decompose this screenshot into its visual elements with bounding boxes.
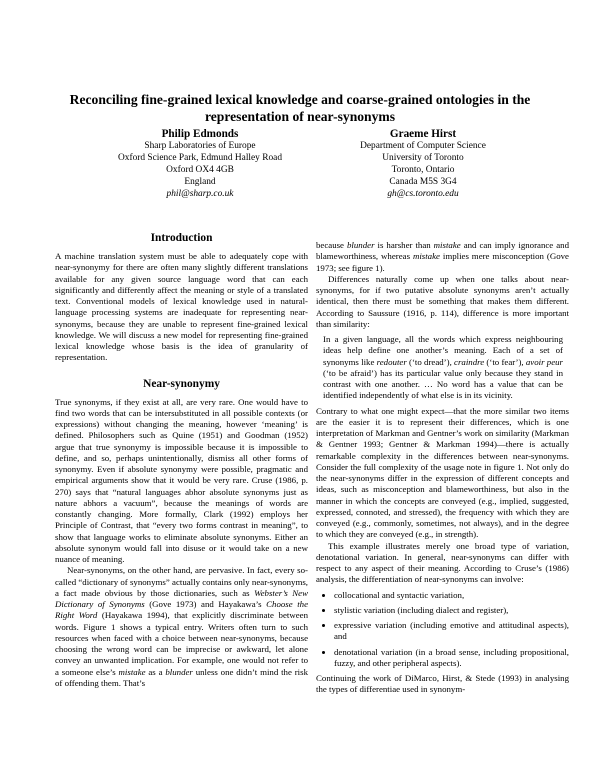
list-item: • expressive variation (including emotive and attitudinal aspects), and bbox=[334, 620, 569, 643]
paper-title bbox=[40, 91, 560, 125]
author-city: Oxford OX4 4GB bbox=[166, 164, 234, 175]
author-block-2 bbox=[318, 128, 528, 201]
near-synonymy-paragraph-1: True synonyms, if they exist at all, are very rare. One would have to find two words that can be intersubstituted in all possible contexts (or expressions) without changing the meaning, however ‘meaning’ is defined. Philosophers such as Quine (1951) and Goodman (1952) argue that true synonymy is impossible because it is impossible to define, and so, perhaps unintentionally, dismiss all other forms of synonymy. Even if absolute synonymy were possible, pragmatic and empirical arguments show that it would be very rare. Cruse (1986, p. 270) says that “natural languages abhor absolute synonyms just as nature abhors a vacuum”, because the meanings of words are constantly changing. More formally, Clark (1992) employs her Principle of Contrast, that “every two forms contrast in meaning”, to show that language works to eliminate absolute synonyms. Either an absolute synonym would fall into disuse or it would take on a new nuance of meaning. bbox=[55, 396, 308, 564]
list-item: • denotational variation (in a broad sense, including propositional, fuzzy, and other peripheral aspects). bbox=[334, 647, 569, 670]
near-synonymy-paragraph-2: Near-synonyms, on the other hand, are pervasive. In fact, every so-called “dictionary of synonyms” actually contains only near-synonyms, a fact made obvious by those dictionaries, such as Webster’s New Dictionary of Synonyms (Gove 1973) and Hayakawa’s Choose the Right Word (Hayakawa 1994), that explicitly discriminate between words. Figure 1 shows a typical entry. Writers often turn to such resources when faced with a choice between near-synonyms, because choosing the wrong word can be imprecise or awkward, let alone convey an unwanted implication. For example, one would not refer to a someone else’s mistake as a blunder unless one didn’t mind the risk of offending them. That’s bbox=[55, 565, 309, 688]
intro-paragraph: A machine translation system must be able to adequately cope with near-synonymy for there are often many slightly different translations available for any given source language word that can each significantly and differently affect the meaning or style of a translated text. Conventional models of lexical knowledge used in natural-language processing systems are inadequate for representing near-synonyms, because they are unable to represent fine-grained lexical knowledge. We will discuss a new model for representing fine-grained lexical knowledge whose basis is the idea of granularity of representation. bbox=[55, 251, 308, 363]
right-paragraph-1: because blunder is harsher than mistake and can imply ignorance and blameworthiness, whereas mistake implies mere misconception (Gove 1973; see figure 1). bbox=[316, 240, 570, 273]
title-line-1: Reconciling fine-grained lexical knowledge and coarse-grained ontologies in the bbox=[69, 92, 531, 107]
author-address: Oxford Science Park, Edmund Halley Road bbox=[117, 152, 283, 163]
left-column bbox=[55, 232, 308, 689]
author-affiliation: Department of Computer Science bbox=[360, 141, 486, 151]
author-affiliation: Sharp Laboratories of Europe bbox=[144, 141, 256, 151]
author-city: Toronto, Ontario bbox=[391, 164, 455, 175]
list-item: • collocational and syntactic variation, bbox=[334, 590, 569, 601]
section-heading-near-synonymy: Near-synonymy bbox=[143, 377, 220, 390]
author-email[interactable]: phil@sharp.co.uk bbox=[166, 188, 234, 199]
author-name: Graeme Hirst bbox=[389, 128, 457, 140]
variation-list bbox=[316, 590, 569, 670]
author-address: University of Toronto bbox=[382, 152, 464, 163]
title-line-2: representation of near-synonyms bbox=[204, 109, 396, 124]
author-country: Canada M5S 3G4 bbox=[389, 176, 457, 187]
saussure-quote: In a given language, all the words which express neighbouring ideas help define one another’s meaning. Each of a set of synonyms like redouter (‘to dread’), craindre (‘to fear’), avoir peur (‘to be afraid’) has its particular value only because they stand in contrast with one another. … No word has a value that can be identified independently of what else is in its vicinity. bbox=[323, 334, 564, 401]
author-email[interactable]: gh@cs.toronto.edu bbox=[387, 188, 459, 199]
right-paragraph-5: Continuing the work of DiMarco, Hirst, & Stede (1993) in analysing the types of differentiae used in synonym- bbox=[316, 673, 569, 695]
list-item: • stylistic variation (including dialect and register), bbox=[334, 605, 569, 616]
right-paragraph-4: This example illustrates merely one broad type of variation, denotational variation. In general, near-synonyms can differ with respect to any aspect of their meaning. According to Cruse’s (1986) analysis, the differentiation of near-synonyms can involve: bbox=[316, 540, 569, 585]
right-column bbox=[316, 240, 569, 696]
author-name: Philip Edmonds bbox=[161, 128, 239, 140]
section-heading-introduction: Introduction bbox=[150, 232, 213, 244]
author-block-1 bbox=[95, 128, 305, 201]
right-paragraph-2: Differences naturally come up when one talks about near-synonyms, for if two putative absolute synonyms aren’t actually identical, then there must be something that makes them different. According to Saussure (1916, p. 114), difference is more important than similarity: bbox=[316, 273, 569, 329]
author-country: England bbox=[184, 176, 216, 187]
right-paragraph-3: Contrary to what one might expect—that the more similar two items are the easier it is to represent their differences, which is one interpretation of Markman and Gentner’s work on similarity (Markman & Gentner 1993; Gentner & Markman 1994)—there is actually remarkable complexity in the differences between near-synonyms. Consider the full complexity of the usage note in figure 1. Not only do the near-synonyms differ in the expression of different concepts and ideas, such as misconception and blameworthiness, but also in the manner in which the concepts are conveyed (e.g., implied, suggested, expressed, connoted, and stressed), the frequency with which they are conveyed (e.g., commonly, sometimes, not always), and in the degree to which they are conveyed (e.g., in strength). bbox=[316, 405, 569, 540]
